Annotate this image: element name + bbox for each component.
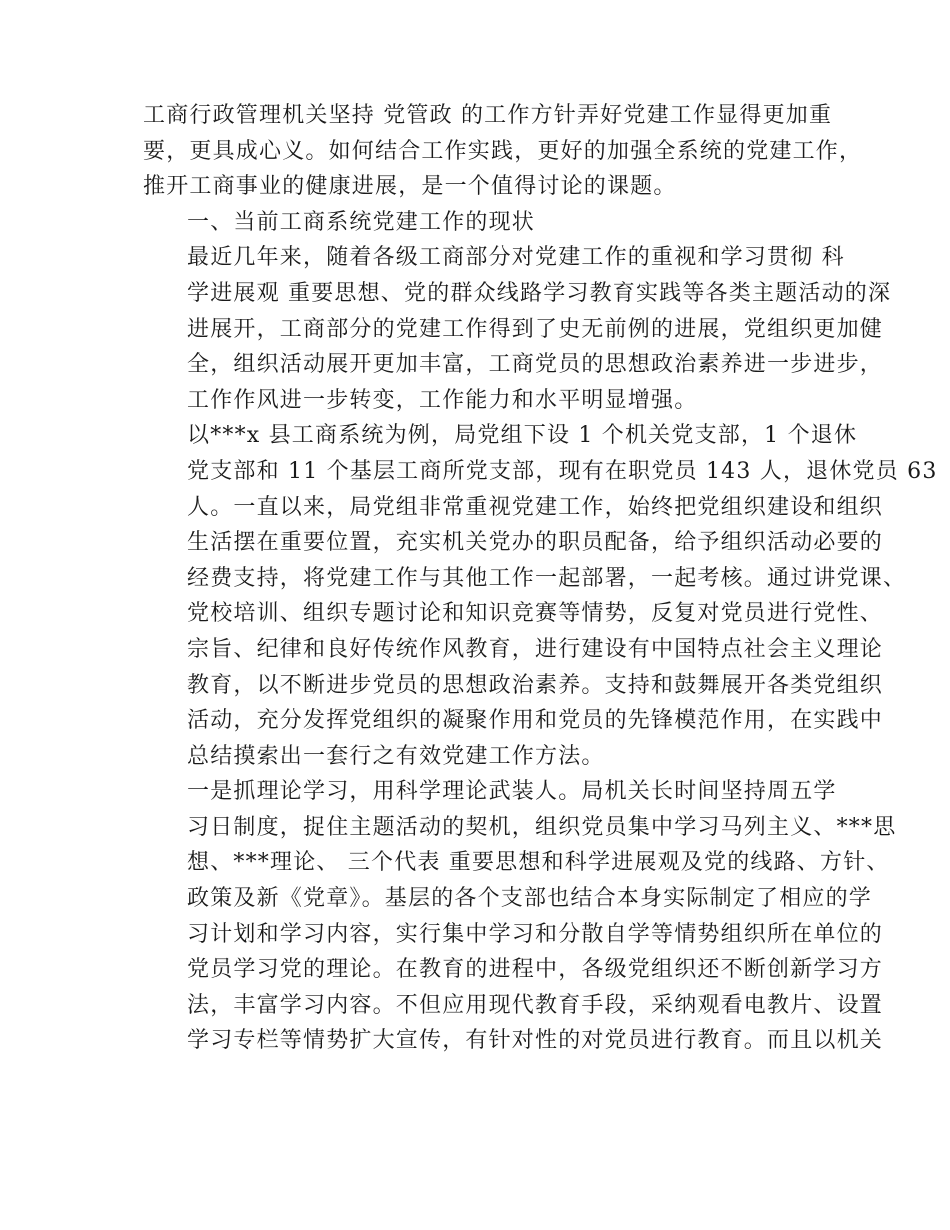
paragraph-line: 生活摆在重要位置，充实机关党办的职员配备，给予组织活动必要的	[187, 530, 884, 556]
paragraph-line: 习日制度，捉住主题活动的契机，组织党员集中学习马列主义、***思	[187, 814, 897, 840]
document-body	[143, 98, 938, 1059]
paragraph-line: 以***x 县工商系统为例，局党组下设 1 个机关党支部，1 个退休	[187, 423, 858, 449]
paragraph-line: 进展开，工商部分的党建工作得到了史无前例的进展，党组织更加健	[187, 316, 884, 342]
paragraph-line: 活动，充分发挥党组织的凝聚作用和党员的先锋模范作用，在实践中	[187, 708, 884, 734]
paragraph-line: 一是抓理论学习，用科学理论武装人。局机关长时间坚持周五学	[187, 779, 837, 805]
paragraph-line: 学习专栏等情势扩大宣传，有针对性的对党员进行教育。而且以机关	[187, 1028, 884, 1054]
paragraph-line: 全，组织活动展开更加丰富，工商党员的思想政治素养进一步进步，	[187, 352, 884, 378]
paragraph-p1	[143, 98, 863, 205]
paragraph-line: 最近几年来，随着各级工商部分对党建工作的重视和学习贯彻 科	[187, 245, 845, 271]
paragraph-p4	[143, 418, 938, 774]
paragraph-line: 法，丰富学习内容。不但应用现代教育手段，采纳观看电教片、设置	[187, 992, 884, 1018]
paragraph-line: 教育，以不断进步党员的思想政治素养。支持和鼓舞展开各类党组织	[187, 672, 884, 698]
paragraph-line: 党支部和 11 个基层工商所党支部，现有在职党员 143 人，退休党员 63	[187, 458, 938, 484]
paragraph-p5	[143, 774, 897, 1059]
paragraph-line: 一、当前工商系统党建工作的现状	[187, 209, 536, 235]
paragraph-line: 推开工商事业的健康进展，是一个值得讨论的课题。	[143, 174, 677, 200]
paragraph-line: 习计划和学习内容，实行集中学习和分散自学等情势组织所在单位的	[187, 921, 884, 947]
paragraph-line: 政策及新《党章》。基层的各个支部也结合本身实际制定了相应的学	[187, 886, 873, 912]
paragraph-line: 党员学习党的理论。在教育的进程中，各级党组织还不断创新学习方	[187, 957, 884, 983]
paragraph-line: 总结摸索出一套行之有效党建工作方法。	[187, 743, 605, 769]
paragraph-line: 工作作风进一步转变，工作能力和水平明显增强。	[187, 387, 698, 413]
paragraph-line: 要，更具成心义。如何结合工作实践，更好的加强全系统的党建工作，	[143, 138, 863, 164]
paragraph-line: 宗旨、纪律和良好传统作风教育，进行建设有中国特点社会主义理论	[187, 636, 884, 662]
paragraph-line: 想、***理论、 三个代表 重要思想和科学进展观及党的线路、方针、	[187, 850, 890, 876]
paragraph-line: 党校培训、组织专题讨论和知识竞赛等情势，反复对党员进行党性、	[187, 601, 884, 627]
paragraph-p2	[143, 205, 811, 241]
paragraph-line: 人。一直以来，局党组非常重视党建工作，始终把党组织建设和组织	[187, 494, 884, 520]
paragraph-line: 学进展观 重要思想、党的群众线路学习教育实践等各类主题活动的深	[187, 280, 892, 306]
paragraph-line: 工商行政管理机关坚持 党管政 的工作方针弄好党建工作显得更加重	[143, 103, 833, 128]
paragraph-p3	[143, 240, 892, 418]
paragraph-line: 经费支持，将党建工作与其他工作一起部署，一起考核。通过讲党课、	[187, 565, 907, 591]
